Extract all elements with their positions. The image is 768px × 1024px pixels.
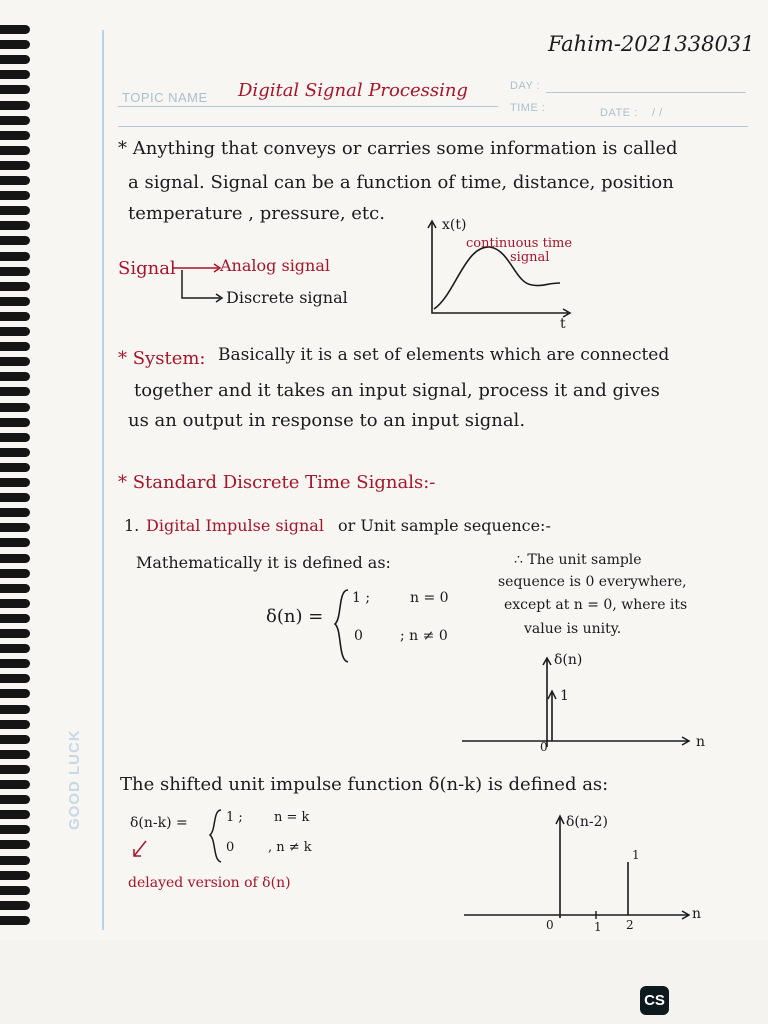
shifted-note-arrow <box>130 838 150 860</box>
ct-y-label: x(t) <box>442 217 467 233</box>
shifted-graph <box>462 812 702 932</box>
impulse-heading-red: Digital Impulse signal <box>146 516 324 535</box>
binding-ring <box>0 825 30 834</box>
impulse-note-line1: ∴ The unit sample <box>514 552 642 568</box>
camscanner-logo: CS <box>640 986 669 1015</box>
binding-ring <box>0 282 30 291</box>
analog-signal-label: Analog signal <box>220 256 331 275</box>
binding-ring <box>0 206 30 215</box>
binding-ring <box>0 463 30 472</box>
binding-ring <box>0 840 30 849</box>
impulse-note-line3: except at n = 0, where its <box>504 597 688 613</box>
binding-ring <box>0 387 30 396</box>
binding-ring <box>0 146 30 155</box>
binding-ring <box>0 810 30 819</box>
good-luck-watermark: GOOD LUCK <box>66 729 83 830</box>
binding-ring <box>0 569 30 578</box>
binding-ring <box>0 342 30 351</box>
shifted-tick-1-label: 1 <box>594 920 602 934</box>
shifted-case1-value: 1 ; <box>226 810 243 825</box>
binding-ring <box>0 297 30 306</box>
impulse-lhs: δ(n) = <box>266 606 324 627</box>
binding-ring <box>0 55 30 64</box>
binding-ring <box>0 780 30 789</box>
binding-ring <box>0 871 30 880</box>
signal-root: Signal <box>118 258 176 279</box>
binding-ring <box>0 101 30 110</box>
date-label: DATE : <box>600 107 638 119</box>
binding-ring <box>0 554 30 563</box>
margin-line <box>102 30 104 930</box>
time-label: TIME : <box>510 102 546 114</box>
para1-line3: temperature , pressure, etc. <box>128 203 385 224</box>
impulse-number: 1. <box>124 516 140 535</box>
binding-ring <box>0 403 30 412</box>
binding-ring <box>0 886 30 895</box>
binding-ring <box>0 40 30 49</box>
topic-label: TOPIC NAME <box>122 90 208 105</box>
shifted-tick-0-label: 0 <box>546 918 554 932</box>
impulse-note-line4: value is unity. <box>524 621 622 637</box>
header-rule <box>118 126 748 127</box>
para1-line2: a signal. Signal can be a function of time, distance, position <box>128 172 674 193</box>
impulse-heading-rest: or Unit sample sequence:- <box>338 516 551 535</box>
impulse-math-line: Mathematically it is defined as: <box>136 553 391 572</box>
binding-ring <box>0 221 30 230</box>
shifted-case2-cond: , n ≠ k <box>268 840 312 855</box>
impulse-case2-value: 0 <box>354 628 363 644</box>
binding-ring <box>0 85 30 94</box>
binding-ring <box>0 448 30 457</box>
binding-ring <box>0 236 30 245</box>
binding-ring <box>0 372 30 381</box>
system-line1: Basically it is a set of elements which are connected <box>218 345 670 365</box>
impulse-graph-y-label: δ(n) <box>554 652 583 668</box>
impulse-graph-x-label: n <box>696 734 706 750</box>
binding-ring <box>0 478 30 487</box>
spiral-binding <box>0 25 34 935</box>
binding-ring <box>0 629 30 638</box>
topic-value: Digital Signal Processing <box>238 80 468 101</box>
impulse-brace <box>332 588 352 664</box>
binding-ring <box>0 433 30 442</box>
impulse-case1-cond: n = 0 <box>410 590 449 606</box>
impulse-note-line2: sequence is 0 everywhere, <box>498 574 687 590</box>
shifted-graph-x-label: n <box>692 906 702 922</box>
topic-underline <box>118 106 498 107</box>
impulse-graph-origin: 0 <box>540 740 548 754</box>
shifted-line: The shifted unit impulse function δ(n-k) is defined as: <box>120 774 609 795</box>
impulse-graph <box>460 655 700 755</box>
binding-ring <box>0 674 30 683</box>
binding-ring <box>0 131 30 140</box>
binding-ring <box>0 161 30 170</box>
binding-ring <box>0 584 30 593</box>
binding-ring <box>0 493 30 502</box>
binding-ring <box>0 267 30 276</box>
impulse-case1-value: 1 ; <box>352 590 371 606</box>
binding-ring <box>0 599 30 608</box>
binding-ring <box>0 357 30 366</box>
continuous-time-graph <box>420 215 580 335</box>
system-line2: together and it takes an input signal, process it and gives <box>134 380 660 401</box>
binding-ring <box>0 689 30 698</box>
binding-ring <box>0 795 30 804</box>
binding-ring <box>0 765 30 774</box>
shifted-graph-y-label: δ(n-2) <box>566 814 609 830</box>
binding-ring <box>0 418 30 427</box>
ct-x-label: t <box>560 316 566 332</box>
ct-caption-line2: signal <box>510 250 550 265</box>
standard-heading: * Standard Discrete Time Signals:- <box>118 472 436 493</box>
binding-ring <box>0 508 30 517</box>
para1-line1: * Anything that conveys or carries some information is called <box>118 138 678 159</box>
binding-ring <box>0 705 30 714</box>
shifted-graph-height: 1 <box>632 848 640 862</box>
binding-ring <box>0 856 30 865</box>
binding-ring <box>0 901 30 910</box>
author-signature: Fahim-2021338031 <box>548 32 755 56</box>
impulse-graph-height: 1 <box>560 688 569 704</box>
binding-ring <box>0 644 30 653</box>
binding-ring <box>0 720 30 729</box>
day-line <box>546 92 746 93</box>
impulse-case2-cond: ; n ≠ 0 <box>400 628 448 644</box>
shifted-note: delayed version of δ(n) <box>128 875 291 891</box>
signal-tree-arrows <box>170 262 230 307</box>
binding-ring <box>0 327 30 336</box>
binding-ring <box>0 116 30 125</box>
binding-ring <box>0 659 30 668</box>
binding-ring <box>0 252 30 261</box>
day-label: DAY : <box>510 80 541 92</box>
shifted-case2-value: 0 <box>226 840 235 855</box>
shifted-brace <box>208 808 224 864</box>
discrete-signal-label: Discrete signal <box>226 288 348 307</box>
system-line3: us an output in response to an input signal. <box>128 410 526 431</box>
binding-ring <box>0 614 30 623</box>
binding-ring <box>0 191 30 200</box>
shifted-lhs: δ(n-k) = <box>130 815 188 831</box>
binding-ring <box>0 538 30 547</box>
binding-ring <box>0 735 30 744</box>
binding-ring <box>0 312 30 321</box>
shifted-tick-2-label: 2 <box>626 918 634 932</box>
binding-ring <box>0 70 30 79</box>
binding-ring <box>0 25 30 34</box>
shifted-case1-cond: n = k <box>274 810 310 825</box>
binding-ring <box>0 750 30 759</box>
binding-ring <box>0 916 30 925</box>
binding-ring <box>0 523 30 532</box>
system-label: * System: <box>118 348 206 369</box>
ct-caption-line1: continuous time <box>466 236 573 251</box>
binding-ring <box>0 176 30 185</box>
date-slashes: / / <box>652 107 663 119</box>
